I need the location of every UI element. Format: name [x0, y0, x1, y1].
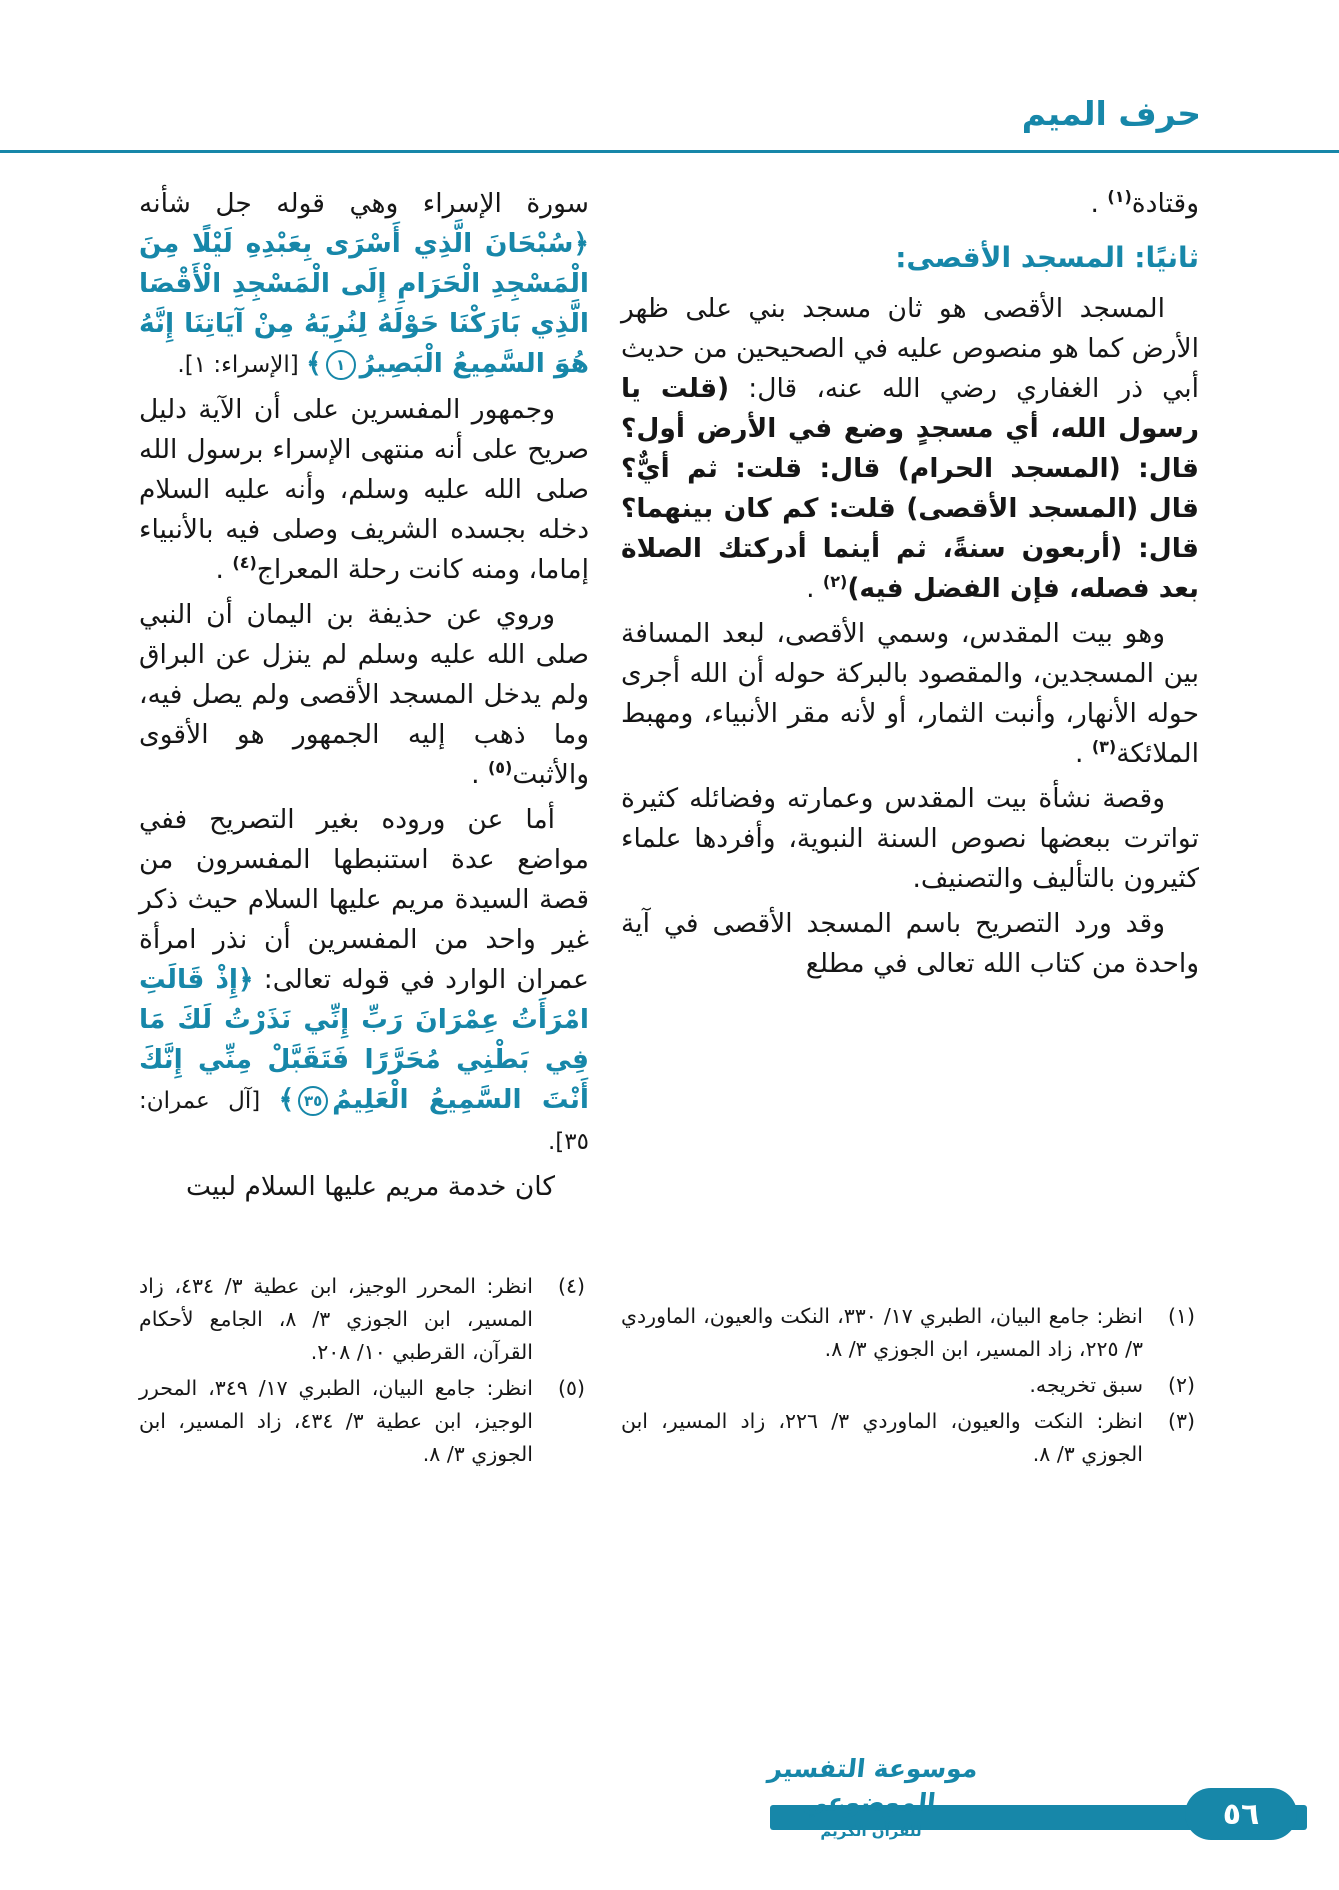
- paragraph: [139, 390, 589, 590]
- text-segment: .: [1090, 188, 1108, 219]
- paragraph-continuation: [621, 184, 1199, 224]
- footnote-text: سبق تخريجه.: [1029, 1373, 1143, 1397]
- text-segment: وهو بيت المقدس، وسمي الأقصى، لبعد المسافة بين المسجدين، والمقصود بالبركة حوله أن الله أجرى حوله الأنهار، وأنبت الثمار، أو لأنه مقر الأنبياء، ومهبط الملائكة: [621, 618, 1199, 769]
- paragraph: وقد ورد التصريح باسم المسجد الأقصى في آية واحدة من كتاب الله تعالى في مطلع: [621, 908, 1199, 979]
- ayah-number: ١: [326, 350, 356, 380]
- footnote-item: [621, 1369, 1199, 1402]
- text-segment: وقتادة: [1131, 188, 1199, 219]
- quran-open-bracket: ﴿: [573, 228, 589, 259]
- footnote-ref: (٢): [822, 572, 848, 592]
- footnote-item: [621, 1405, 1199, 1471]
- column-left: [139, 184, 589, 1474]
- footnote-text: انظر: جامع البيان، الطبري ١٧/ ٣٣٠، النكت والعيون، الماوردي ٣/ ٢٢٥، زاد المسير، ابن الجوزي ٣/ ٨.: [621, 1304, 1143, 1361]
- text-segment: .: [215, 554, 233, 585]
- quran-close-bracket: ﴾: [306, 348, 322, 379]
- paragraph: كان خدمة مريم عليها السلام لبيت: [185, 1171, 555, 1202]
- paragraph: وقصة نشأة بيت المقدس وعمارته وفضائله كثيرة تواترت ببعضها نصوص السنة النبوية، وأفردها علماء كثيرون بالتأليف والتصنيف.: [621, 783, 1199, 894]
- header-rule-divider: [0, 150, 1339, 153]
- quran-verse: إِذْ قَالَتِ امْرَأَتُ عِمْرَانَ رَبِّ إِنِّي نَذَرْتُ لَكَ مَا فِي بَطْنِي مُحَرَّرًا فَتَقَبَّلْ مِنِّي إِنَّكَ أَنْتَ السَّمِيعُ الْعَلِيمُ: [139, 964, 589, 1115]
- footnote-number: (٤): [557, 1274, 585, 1298]
- publisher-logo-title: موسوعة التفسير الموضوعي: [766, 1754, 980, 1817]
- footnote-item: [139, 1270, 589, 1369]
- footnote-ref: (٥): [487, 758, 513, 778]
- paragraph-with-verse: [139, 800, 589, 1162]
- footnote-number: (٥): [557, 1376, 585, 1400]
- paragraph: [621, 614, 1199, 774]
- chapter-header: حرف الميم: [1021, 94, 1201, 133]
- text-segment: سورة الإسراء وهي قوله جل شأنه: [139, 188, 589, 219]
- footnote-number: (١): [1167, 1304, 1195, 1328]
- verse-reference: [آل عمران: ٣٥].: [139, 1088, 589, 1155]
- publisher-logo: [751, 1752, 991, 1842]
- paragraph-hadith: [621, 289, 1199, 609]
- page-number-badge: ٥٦: [1185, 1788, 1297, 1840]
- footnote-number: (٢): [1167, 1373, 1195, 1397]
- quran-verse: سُبْحَانَ الَّذِي أَسْرَى بِعَبْدِهِ لَيْلًا مِنَ الْمَسْجِدِ الْحَرَامِ إِلَى الْمَسْجِدِ الْأَقْصَا الَّذِي بَارَكْنَا حَوْلَهُ لِنُرِيَهُ مِنْ آيَاتِنَا إِنَّهُ هُوَ السَّمِيعُ الْبَصِيرُ: [139, 228, 589, 379]
- footnote-text: انظر: النكت والعيون، الماوردي ٣/ ٢٢٦، زاد المسير، ابن الجوزي ٣/ ٨.: [621, 1409, 1143, 1466]
- column-right: [621, 184, 1199, 1474]
- text-segment: وروي عن حذيفة بن اليمان أن النبي صلى الله عليه وسلم لم ينزل عن البراق ولم يدخل المسجد الأقصى ولم يصل فيه، وما ذهب إليه الجمهور هو الأقوى والأثبت: [139, 599, 589, 790]
- ayah-number: ٣٥: [298, 1086, 328, 1116]
- verse-reference: [الإسراء: ١].: [177, 352, 307, 378]
- text-segment: وجمهور المفسرين على أن الآية دليل صريح على أنه منتهى الإسراء برسول الله صلى الله عليه وسلم، وأنه عليه السلام دخله بجسده الشريف وصلى فيه بالأنبياء إماما، ومنه كانت رحلة المعراج: [139, 394, 589, 585]
- footnotes-left: [139, 1246, 589, 1474]
- section-heading: ثانيًا: المسجد الأقصى:: [895, 241, 1199, 274]
- footnote-item: [621, 1300, 1199, 1366]
- footnote-item: [139, 1372, 589, 1471]
- footnote-text: انظر: المحرر الوجيز، ابن عطية ٣/ ٤٣٤، زاد المسير، ابن الجوزي ٣/ ٨، الجامع لأحكام القرآن، القرطبي ١٠/ ٢٠٨.: [139, 1274, 533, 1364]
- page-content: [139, 184, 1199, 1474]
- footnote-number: (٣): [1167, 1409, 1195, 1433]
- text-segment: .: [1074, 738, 1092, 769]
- text-segment: .: [471, 759, 488, 790]
- footnotes-right: [621, 1276, 1199, 1474]
- paragraph: [139, 595, 589, 795]
- footnote-ref: (١): [1107, 187, 1132, 207]
- text-segment: المسجد الأقصى هو ثان مسجد بني على ظهر الأرض كما هو منصوص عليه في الصحيحين من حديث أبي ذر الغفاري رضي الله عنه، قال:: [621, 293, 1199, 404]
- text-segment: .: [806, 573, 823, 604]
- footnote-ref: (٣): [1091, 737, 1117, 757]
- footnote-ref: (٤): [232, 553, 257, 573]
- quran-open-bracket: ﴿: [238, 964, 254, 995]
- quran-close-bracket: ﴾: [278, 1084, 295, 1115]
- publisher-logo-subtitle: للقرآن الكريم: [820, 1822, 922, 1840]
- hadith-text: (قلت يا رسول الله، أي مسجدٍ وضع في الأرض أول؟ قال: (المسجد الحرام) قال: قلت: ثم أيٌّ؟ قال (المسجد الأقصى) قلت: كم كان بينهما؟ قال: (أربعون سنةً، ثم أينما أدركتك الصلاة بعد فصله، فإن الفضل فيه): [621, 373, 1199, 604]
- text-segment: أما عن وروده بغير التصريح ففي مواضع عدة استنبطها المفسرون من قصة السيدة مريم عليها السلام حيث ذكر غير واحد من المفسرين أن نذر امرأة عمران الوارد في قوله تعالى:: [139, 804, 589, 995]
- paragraph-with-verse: [139, 184, 589, 385]
- footnote-text: انظر: جامع البيان، الطبري ١٧/ ٣٤٩، المحرر الوجيز، ابن عطية ٣/ ٤٣٤، زاد المسير، ابن الجوزي ٣/ ٨.: [139, 1376, 533, 1466]
